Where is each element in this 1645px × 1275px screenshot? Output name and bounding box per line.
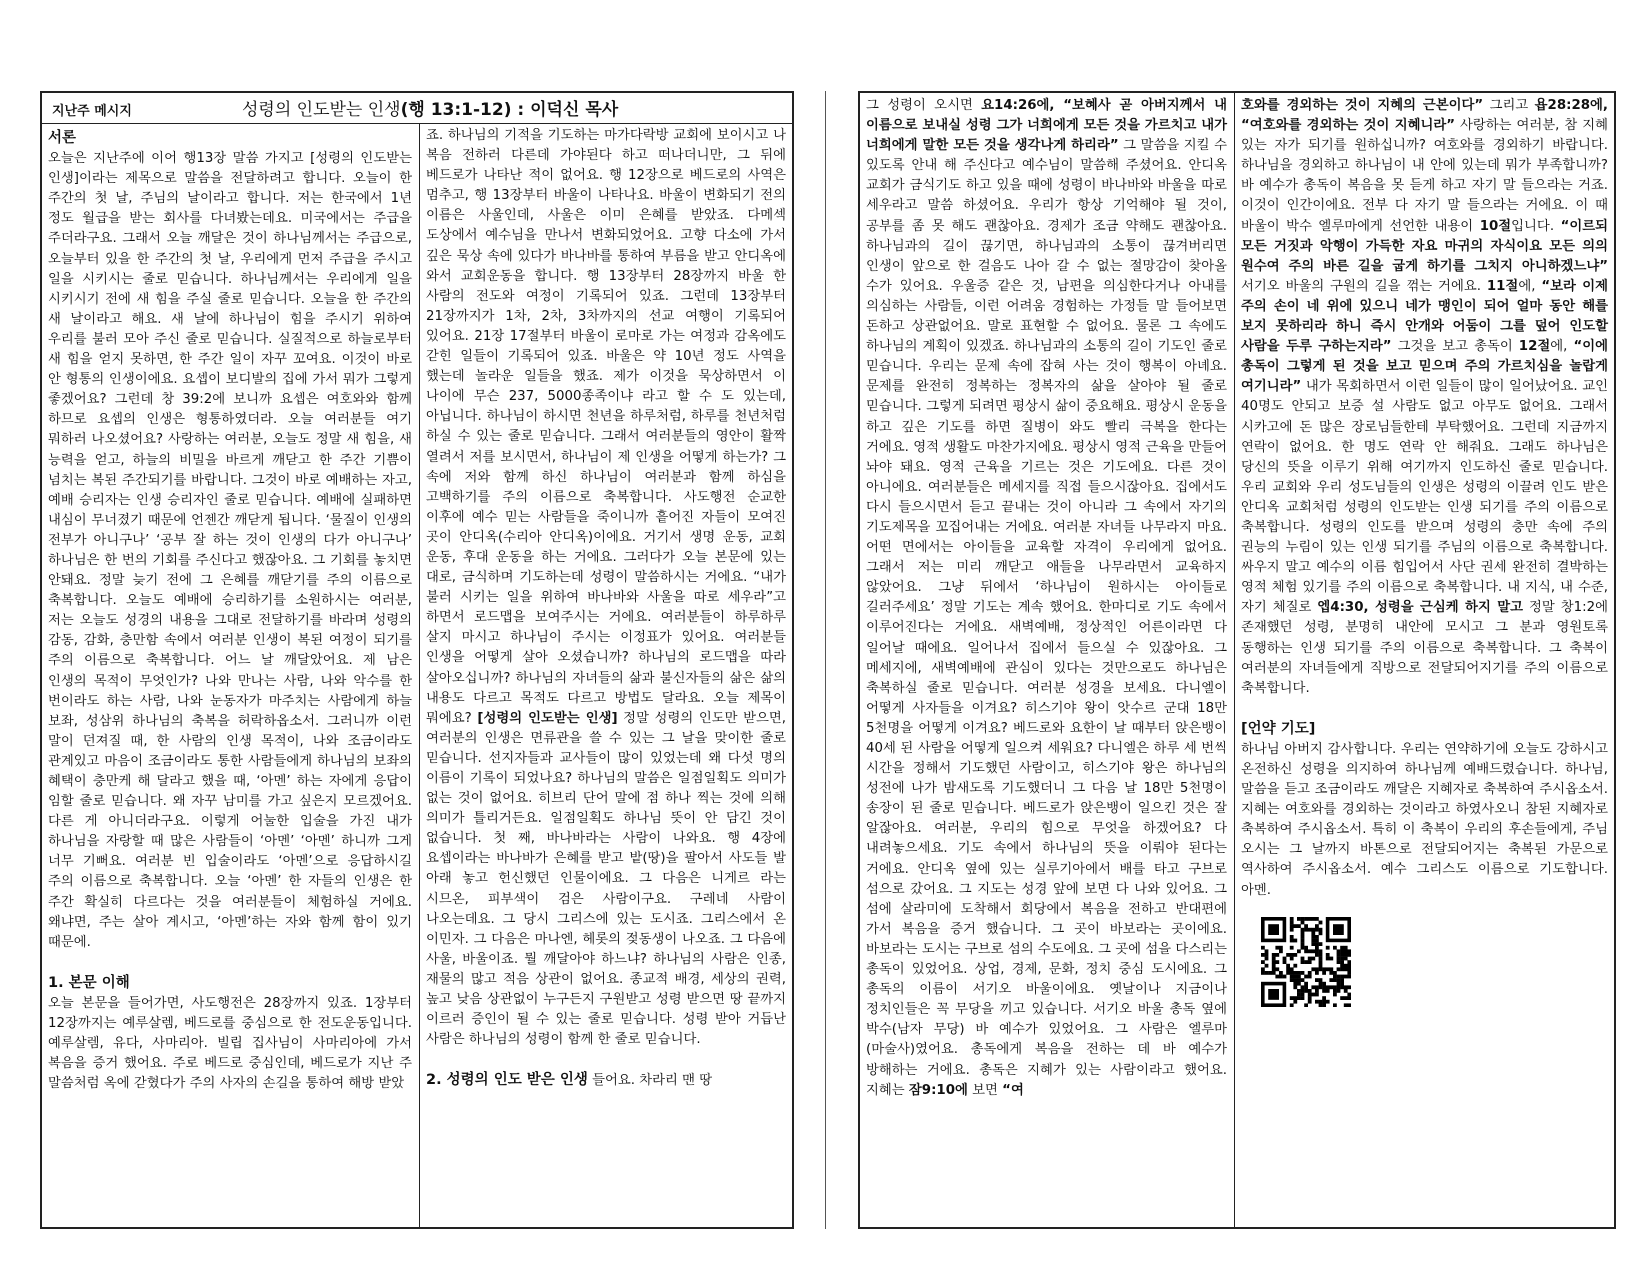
- spacer: [48, 953, 412, 971]
- sermon-title: [242, 95, 618, 120]
- spacer: [426, 1050, 786, 1068]
- continued-text: 들어요. 차라리 맨 땅: [587, 1073, 713, 1089]
- page2-column-2: [1234, 93, 1614, 1227]
- body-paragraph: 오늘은 지난주에 이어 행13장 말씀 가지고 [성령의 인도받는 인생]이라는 제목으로 말씀을 전달하려고 합니다. 오늘이 한 주간의 첫 날, 주님의 날이라고 합니다. 저는 한국에서 1년 정도 월급을 받는 회사를 다녀봤는데요. 미국에서는 주급을 주더라구요. 그래서 오늘 깨달은 것이 하나님께서는 주급으로, 오늘부터 있을 한 주간의 첫 날, 우리에게 먼저 주급을 주시고 일을 시키시는 줄로 믿습니다. 하나님께서는 우리에게 일을 시키시기 전에 새 힘을 주실 줄로 믿습니다. 오늘을 한 주간의 새 날이라고 해요. 새 날에 하나님이 힘을 주시기 위하여 우리를 불러 모아 주신 줄로 믿습니다. 실질적으로 하늘로부터 새 힘을 얻지 못하면, 한 주간 일이 자꾸 꼬여요. 이것이 바로 안 형통의 인생이에요. 요셉이 보디발의 집에 가서 뭐가 그렇게 좋겠어요? 그런데 창 39:2에 보니까 요셉은 여호와와 함께 하므로 요셉의 인생은 형통하였더라. 오늘 여러분들 여기 뭐하러 나오셨어요? 사랑하는 여러분, 오늘도 정말 새 힘을, 새 능력을 얻고, 하늘의 비밀을 바르게 깨닫고 한 주간 기쁨이 넘치는 복된 주간되기를 바랍니다. 그것이 바로 예배하는 자고, 예배 승리자는 인생 승리자인 줄로 믿습니다. 예배에 실패하면 내심이 무너졌기 때문에 언젠간 깨닫게 됩니다. ‘물질이 인생의 전부가 아니구나’ ‘공부 잘 하는 것이 인생의 다가 아니구나’ 하나님은 한 번의 기회를 주신다고 했잖아요. 그 기회를 놓치면 안돼요. 정말 늦기 전에 그 은혜를 깨닫기를 주의 이름으로 축복합니다. 오늘도 예배에 승리하기를 소원하시는 여러분, 저는 오늘도 성경의 내용을 그대로 전달하기를 바라며 성령의 감동, 감화, 충만함 속에서 여러분 인생이 복된 여정이 되기를 주의 이름으로 축복합니다. 어느 날 깨달았어요. 제 남은 인생의 목적이 무엇인가? 나와 만나는 사람, 나와 악수를 한 번이라도 하는 사람, 나와 눈동자가 마주치는 사람에게 하늘 보좌, 성삼위 하나님의 축복을 허락하옵소서. 그러니까 이런 말이 던져질 때, 한 사람의 인생 목적이, 나와 조금이라도 관계있고 마음이 조금이라도 통한 사람들에게 하나님의 보좌의 혜택이 충만케 해 달라고 했을 때, ‘아멘’ 하는 자에게 응답이 임할 줄로 믿습니다. 왜 자꾸 남미를 가고 싶은지 모르겠어요. 다른 게 아니더라구요. 이렇게 어눌한 입술을 가진 내가 하나님을 자랑할 때 많은 사람들이 ‘아멘’ ‘아멘’ 하니까 그게 너무 기뻐요. 여러분 빈 입술이라도 ‘아멘’으로 응답하시길 주의 이름으로 축복합니다. 오늘 ‘아멘’ 한 자들의 인생은 한 주간 확실히 다르다는 것을 여러분들이 체험하실 거에요. 왜냐면, 주는 살아 계시고, ‘아멘’하는 자와 함께 함이 있기 때문에.: [48, 151, 412, 950]
- body-paragraph: 호와를 경외하는 것이 지혜의 근본이다” 그리고 욥28:28에, “여호와를 경외하는 것이 지혜니라” 사랑하는 여러분, 참 지혜 있는 자가 되기를 원하십니까? 여호와를 경외하기 바랍니다. 하나님을 경외하고 하나님이 내 안에 있는데 뭐가 부족합니까? 바 예수가 총독이 복음을 못 듣게 하고 자기 말 들으라는 거죠. 이것이 인간이에요. 전부 다 자기 말 들으라는 거에요. 이 때 바울이 박수 엘루마에게 선언한 내용이 10절입니다. “이르되 모든 거짓과 악행이 가득한 자요 마귀의 자식이요 모든 의의 원수여 주의 바른 길을 굽게 하기를 그치지 아니하겠느냐” 서기오 바울의 구원의 길을 꺾는 거에요. 11절에, “보라 이제 주의 손이 네 위에 있으니 네가 맹인이 되어 얼마 동안 해를 보지 못하리라 하니 즉시 안개와 어둠이 그를 덮어 인도할 사람을 두루 구하는지라” 그것을 보고 총독이 12절에, “이에 총독이 그렇게 된 것을 보고 믿으며 주의 가르치심을 놀랍게 여기니라” 내가 목회하면서 이런 일들이 많이 일어났어요. 교인 40명도 안되고 보증 설 사람도 없고 아무도 없어요. 그래서 시카고에 돈 많은 장로님들한테 부탁했어요. 그런데 지금까지 연락이 없어요. 한 명도 연락 안 해줘요. 그래도 하나님은 당신의 뜻을 이루기 위해 여기까지 인도하신 줄로 믿습니다. 우리 교회와 우리 성도님들의 인생은 성령의 이끌려 인도 받은 안디옥 교회처럼 성령의 인도받는 인생 되기를 주의 이름으로 축복합니다. 성령의 인도를 받으며 성령의 충만 속에 주의 권능의 누림이 있는 인생 되기를 주님의 이름으로 축복합니다. 싸우지 말고 예수의 이름 힘입어서 사단 권세 완전히 결박하는 영적 체험 있기를 주의 이름으로 축복합니다. 내 지식, 내 수준, 자기 체질로 엡4:30, 성령을 근심케 하지 말고 정말 창1:2에 존재했던 성령, 분명히 내안에 모시고 그 분과 영원토록 동행하는 인생 되기를 주의 이름으로 축복합니다. 그 축복이 여러분의 자녀들에게 직방으로 전달되어지기를 주의 이름으로 축복합니다.: [1241, 98, 1609, 696]
- sheet-left: [40, 91, 794, 1229]
- fold-line: [825, 91, 826, 1229]
- section-heading: [426, 1070, 786, 1091]
- header-bar: [42, 93, 792, 124]
- body-paragraph: 죠. 하나님의 기적을 기도하는 마가다락방 교회에 보이시고 나 복음 전하러 다른데 가야된다 하고 떠나더니만, 그 뒤에 베드로가 나타난 적이 없어요. 행 12장으로 베드로의 사역은 멈추고, 행 13장부터 바울이 나타나요. 바울이 변화되기 전의 이름은 사울인데, 사울은 이미 은혜를 받았죠. 다메섹 도상에서 예수님을 만나서 변화되었어요. 고향 다소에 가서 깊은 묵상 속에 있다가 바나바를 통하여 부름을 받고 안디옥에 와서 교회운동을 합니다. 행 13장부터 28장까지 바울 한 사람의 전도와 여정이 기록되어 있죠. 그런데 13장부터 21장까지가 1차, 2차, 3차까지의 선교 여행이 기록되어 있어요. 21장 17절부터 바울이 로마로 가는 여정과 감옥에도 갇힌 일들이 기록되어 있죠. 바울은 약 10년 정도 사역을 했는데 놀라운 일들을 했죠. 제가 이것을 묵상하면서 이 나이에 무슨 237, 5000종족이냐 라고 할 수 도 있는데, 아닙니다. 하나님이 하시면 천년을 하루처럼, 하루를 천년처럼 하실 수 있는 줄로 믿습니다. 그래서 여러분들의 영안이 활짝 열려서 저를 보시면서, 하나님이 제 인생을 어떻게 하는가? 그 속에 저와 함께 하신 하나님이 여러분과 함께 하심을 고백하기를 주의 이름으로 축복합니다. 사도행전 순교한 이후에 예수 믿는 사람들을 죽이니까 흩어진 자들이 모여진 곳이 안디옥(수리아 안디옥)이에요. 거기서 생명 운동, 교회 운동, 후대 운동을 하는 거에요. 그러다가 오늘 본문에 있는 대로, 금식하며 기도하는데 성령이 말씀하시는 거에요. “내가 불러 시키는 일을 위하여 바나바와 사울을 따로 세우라”고 하면서 로드맵을 보여주시는 거에요. 여러분들이 하루하루 살지 마시고 하나님이 주시는 이정표가 있어요. 여러분들 인생을 어떻게 살아 오셨습니까? 하나님의 로드맵을 따라 살아오십니까? 하나님의 자녀들의 삶과 불신자들의 삶은 삶의 내용도 다르고 목적도 다르고 방법도 달라요. 오늘 제목이 뭐에요? [성령의 인도받는 인생] 정말 성령의 인도만 받으면, 여러분의 인생은 면류관을 쓸 수 있는 그 날을 맞이한 줄로 믿습니다. 선지자들과 교사들이 많이 있었는데 왜 다섯 명의 이름이 기록이 되었나요? 하나님의 말씀은 일점일획도 의미가 없는 것이 없어요. 히브리 단어 말에 점 하나 찍는 것에 의해 의미가 틀리거든요. 일점일획도 하나님 뜻이 안 담긴 것이 없습니다. 첫 째, 바나바라는 사람이 나와요. 행 4장에 요셉이라는 바나바가 은혜를 받고 밭(땅)을 팔아서 사도들 발 아래 놓고 헌신했던 인물이에요. 그 다음은 니게르 라는 시므온, 피부색이 검은 사람이구요. 구레네 사람이 나오는데요. 그 당시 그리스에 있는 도시죠. 그리스에서 온 이민자. 그 다음은 마나엔, 헤롯의 젖동생이 나오죠. 그 다음에 사울, 바울이죠. 뭘 깨달아야 하느냐? 하나님의 사람은 인종, 재물의 많고 적음 상관이 없어요. 종교적 배경, 세상의 권력, 높고 낮음 상관없이 누구든지 구원받고 성령 받으면 땅 끝까지 이르러 증인이 될 수 있는 줄로 믿습니다. 성령 받아 거듭난 사람은 하나님의 성령이 함께 한 줄로 믿습니다.: [426, 128, 787, 1048]
- page1-column-2: [419, 123, 792, 1227]
- section-tag: 지난주 메시지: [52, 104, 132, 119]
- sermon-title-main: 성령의 인도받는 인생: [242, 100, 401, 120]
- section-heading: [언약 기도]: [1241, 720, 1316, 737]
- qr-code-icon: [1261, 917, 1351, 1007]
- page1-column-1: [42, 123, 418, 1227]
- spacer: [1241, 699, 1608, 717]
- body-paragraph: 그 성령이 오시면 요14:26에, “보혜사 곧 아버지께서 내 이름으로 보내실 성령 그가 너희에게 모든 것을 가르치고 내가 너희에게 말한 모든 것을 생각나게 하리라” 그 말씀을 지킬 수 있도록 안내 해 주신다고 예수님이 말씀해 주셨어요. 안디옥 교회가 금식기도 하고 있을 때에 성령이 바나바와 바울을 따로 세우라고 말씀 하셨어요. 우리가 항상 기억해야 될 것이, 공부를 좀 못 해도 괜찮아요. 경제가 조금 약해도 괜찮아요. 하나님과의 길이 끊기면, 하나님과의 소통이 끊겨버리면 인생이 앞으로 한 걸음도 나아 갈 수 없는 절망감이 찾아올 수가 있어요. 우울증 같은 것, 남편을 의심한다거나 아내를 의심하는 사람들, 이런 어려움 경험하는 가정들 말 들어보면 돈하고 상관없어요. 말로 표현할 수 없어요. 물론 그 속에도 하나님의 계획이 있겠죠. 하나님과의 소통의 길이 기도인 줄로 믿습니다. 우리는 문제 속에 잡혀 사는 것이 행복이 아녜요. 문제를 완전히 정복하는 정복자의 삶을 살아야 될 줄로 믿습니다. 그렇게 되려면 평상시 삶이 중요해요. 평상시 운동을 하고 깊은 기도를 하면 질병이 와도 빨리 극복을 한다는 거에요. 영적 생활도 마찬가지에요. 평상시 영적 근육을 만들어 놔야 돼요. 영적 근육을 기르는 것은 기도에요. 다른 것이 아니에요. 여러분들은 메세지를 직접 들으시잖아요. 집에서도 다시 들으시면서 듣고 끝내는 것이 아니라 그 속에서 자기의 기도제목을 꼬집어내는 거에요. 여러분 자녀들 나무라지 마요. 어떤 면에서는 아이들을 교육할 자격이 우리에게 없어요. 그래서 저는 미리 깨닫고 애들을 나무라면서 교육하지 않았어요. 그냥 뒤에서 ‘하나님이 원하시는 아이들로 길러주세요’ 정말 기도는 계속 했어요. 한마디로 기도 속에서 이루어진다는 거에요. 새벽예배, 정상적인 어른이라면 다 일어날 때에요. 일어나서 집에서 들으실 수 있잖아요. 그 메세지에, 새벽예배에 관심이 있다는 것만으로도 하나님은 축복하실 줄로 믿습니다. 여러분 성경을 보세요. 다니엘이 어떻게 사자들을 이겨요? 히스기야 왕이 앗수르 군대 18만 5천명을 어떻게 이겨요? 베드로와 요한이 날 때부터 앉은뱅이 40세 된 사람을 어떻게 일으켜 세워요? 다니엘은 하루 세 번씩 시간을 정해서 기도했던 사람이고, 히스기야 왕은 하나님의 성전에 나가 밤새도록 기도했더니 그 다음 날 18만 5천명이 송장이 된 줄로 믿습니다. 베드로가 앉은뱅이 일으킨 것은 잘 알잖아요. 여러분, 우리의 힘으로 무엇을 하겠어요? 다 내려놓으세요. 기도 속에서 하나님의 뜻을 이뤄야 된다는 거에요. 안디옥 옆에 있는 실루기아에서 배를 타고 구브로 섬으로 갔어요. 그 지도는 성경 앞에 보면 다 나와 있어요. 그 섬에 살라미에 도착해서 회당에서 복음을 전하고 반대편에 가서 복음을 증거 했습니다. 그 곳이 바보라는 곳이에요. 바보라는 도시는 구브로 섬의 수도에요. 그 곳에 섬을 다스리는 총독이 있었어요. 상업, 경제, 문화, 정치 중심 도시에요. 그 총독의 이름이 서기오 바울이에요. 옛날이나 지금이나 정치인들은 꼭 무당을 끼고 있습니다. 서기오 바울 총독 옆에 박수(남자 무당) 바 예수가 있었어요. 그 사람은 엘루마(마술사)였어요. 총독에게 복음을 전하는 데 바 예수가 방해하는 거에요. 총독은 지혜가 있는 사람이라고 했어요. 지혜는 잠9:10에 보면 “여: [866, 98, 1227, 1098]
- page2-column-1: [860, 93, 1233, 1227]
- section-heading-text: 2. 성령의 인도 받은 인생: [426, 1072, 588, 1089]
- sermon-title-ref: (행 13:1-12): [400, 100, 512, 120]
- body-paragraph: 오늘 본문을 들어가면, 사도행전은 28장까지 있죠. 1장부터 12장까지는 예루살렘, 베드로를 중심으로 한 전도운동입니다. 예루살렘, 유다, 사마리아. 빌립 집사님이 사마리아에 가서 복음을 증거 했어요. 주로 베드로 중심인데, 베드로가 지난 주 말씀처럼 옥에 갇혔다가 주의 사자의 손길을 통하여 해방 받았: [48, 995, 412, 1092]
- sheet-right: [858, 91, 1616, 1229]
- section-heading: 서론: [48, 130, 77, 146]
- body-paragraph: 하나님 아버지 감사합니다. 우리는 연약하기에 오늘도 강하시고 온전하신 성령을 의지하여 하나님께 예배드렸습니다. 하나님, 말씀을 듣고 조금이라도 깨달은 지혜자로 축복하여 주시옵소서. 지혜는 여호와를 경외하는 것이라고 하였사오니 참된 지혜자로 축복하여 주시옵소서. 특히 이 축복이 우리의 후손들에게, 주님 오시는 그 날까지 바톤으로 전달되어지는 축복된 가문으로 역사하여 주시옵소서. 예수 그리스도 이름으로 기도합니다. 아멘.: [1241, 741, 1608, 898]
- sermon-author: : 이덕신 목사: [511, 100, 619, 120]
- section-heading: 1. 본문 이해: [48, 974, 130, 991]
